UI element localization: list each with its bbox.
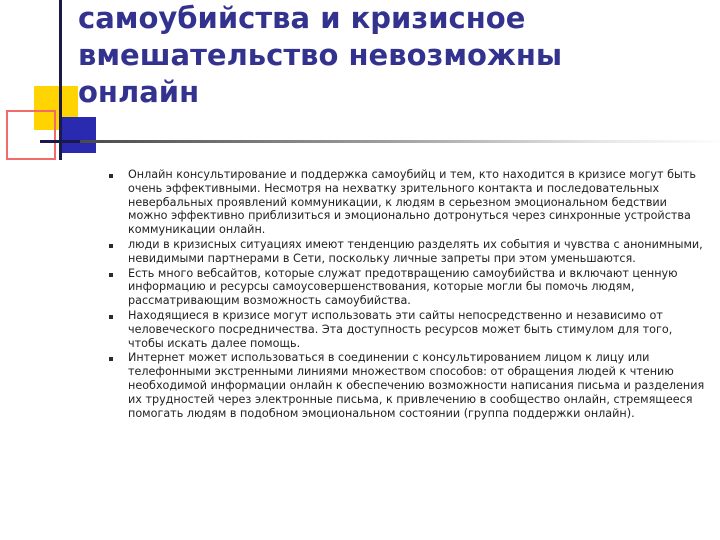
- bullet-square-icon: [109, 244, 113, 248]
- bullet-item: [120, 238, 710, 266]
- bullet-item: [120, 168, 710, 237]
- bullet-square-icon: [109, 174, 113, 178]
- bullet-square-icon: [109, 273, 113, 277]
- decor-blue-square: [62, 117, 96, 153]
- bullet-item: [120, 309, 710, 350]
- decor-vertical-line: [59, 0, 62, 160]
- title-line-1: самоубийства и кризисное: [78, 1, 526, 35]
- bullet-text: люди в кризисных ситуациях имеют тенденцию разделять их события и чувства с анонимными, невидимыми партнерами в Сети, поскольку личные запреты при этом уменьшаются.: [128, 237, 703, 265]
- bullet-list: [120, 168, 710, 421]
- bullet-item: [120, 351, 710, 420]
- bullet-text: Интернет может использоваться в соединении с консультированием лицом к лицу или телефонными экстренными линиями множеством способов: от обращения людей к чтению необходимой информации онлайн к обеспечению возможности написания письма и разделения их трудностей через электронные письма, к привлечению в сообщество онлайн, стремящееся помогать людям в подобном эмоциональном состоянии (группа поддержки онлайн).: [128, 351, 705, 420]
- slide-title: [78, 0, 698, 111]
- bullet-text: Онлайн консультирование и поддержка самоубийц и тем, кто находится в кризисе могут быть очень эффективными. Несмотря на нехватку зрительного контакта и последовательных невербальных проявлений коммуникации, к людям в серьезном эмоциональном бедствии можно эффективно приблизиться и эмоционально дотронуться через синхронные устройства коммуникации онлайн.: [128, 168, 696, 237]
- decor-red-square-outline: [6, 110, 56, 160]
- decor-horizontal-line: [40, 140, 82, 143]
- title-underline-rule: [80, 140, 720, 143]
- bullet-text: Есть много вебсайтов, которые служат предотвращению самоубийства и включают ценную информацию и ресурсы самоусовершенствования, которые могли бы помочь людям, рассматривающим возможность самоубийства.: [128, 266, 678, 308]
- bullet-item: [120, 267, 710, 308]
- bullet-text: Находящиеся в кризисе могут использовать эти сайты непосредственно и независимо от человеческого посредничества. Эта доступность ресурсов может быть стимулом для того, чтобы искать далее помощь.: [128, 308, 673, 350]
- title-line-2: вмешательство невозможны: [78, 38, 563, 72]
- bullet-square-icon: [109, 315, 113, 319]
- title-line-3: онлайн: [78, 75, 200, 109]
- bullet-square-icon: [109, 357, 113, 361]
